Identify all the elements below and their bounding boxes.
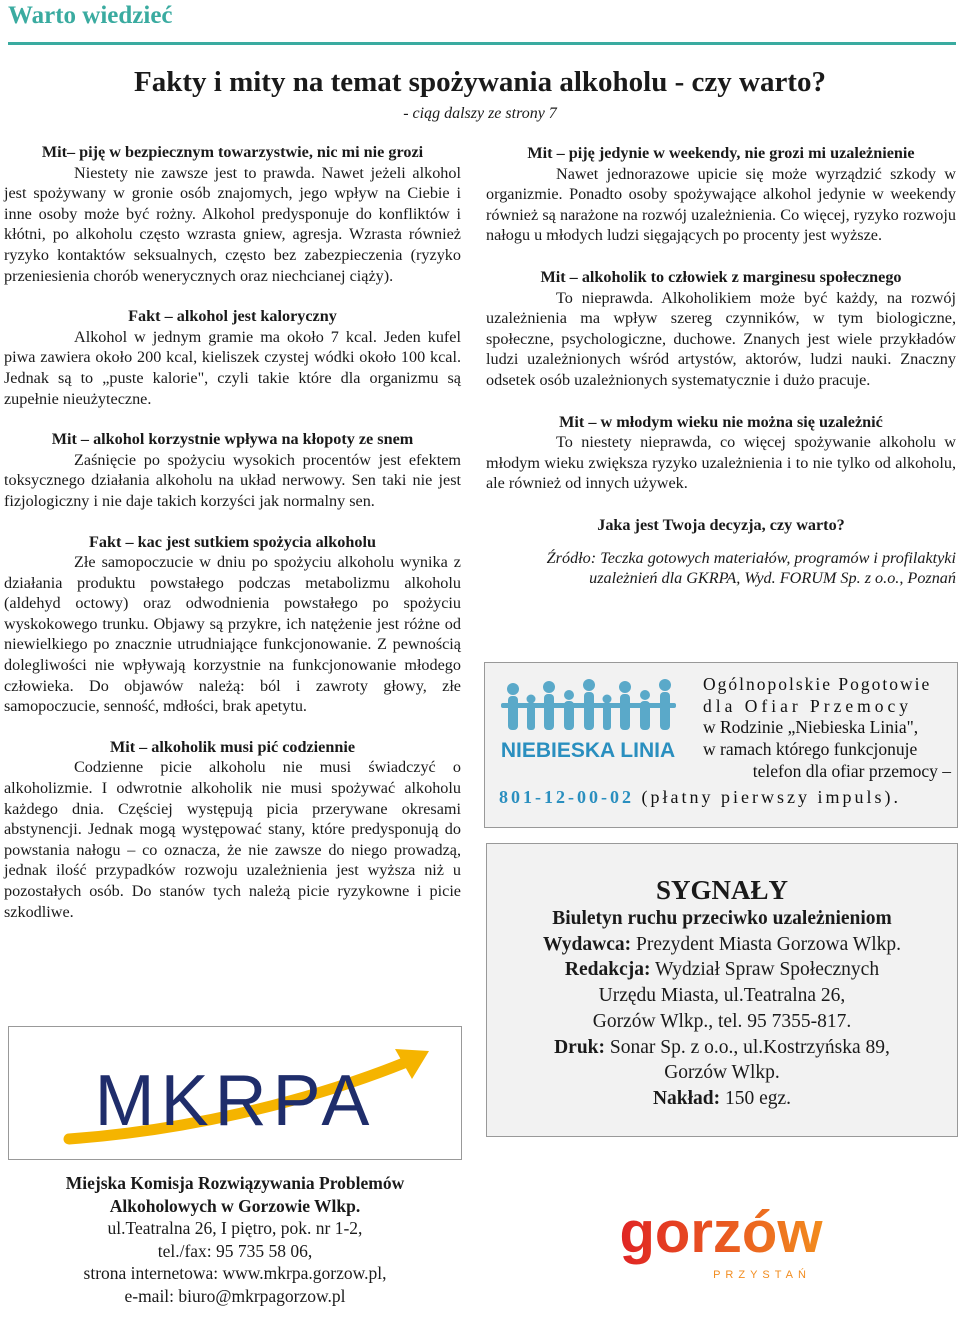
website: strona internetowa: www.mkrpa.gorzow.pl, [83, 1263, 387, 1283]
helpline-phone [499, 787, 949, 808]
line: Ogólnopolskie Pogotowie [703, 674, 932, 694]
line: dla Ofiar Przemocy [703, 695, 913, 716]
mkrpa-logo [9, 1027, 461, 1159]
section-text: To niestety nieprawda, co więcej spożywanie alkoholu w młodym wieku zwiększa ryzyko uzależnienia i to nie tylko od alkoholu, ale również od innych używek. [486, 433, 956, 493]
section-heading: Mit – alkohol korzystnie wpływa na kłopoty ze snem [51, 430, 414, 449]
logo-wordmark: MKRPA [94, 1061, 376, 1141]
section-text: Nawet jednorazowe upicie się może wyrządzić szkody w organizmie. Ponadto osoby spożywające alkohol jedynie w weekendy również są narażone na rozwój uzależnienia. Co więcej, ryzyko rozwoju nałogu u młodych ludzi sięgających po procenty jest wyższe. [486, 164, 956, 245]
publisher: Wydawca: Prezydent Miasta Gorzowa Wlkp. [543, 933, 901, 955]
print-run: Nakład: 150 egz. [652, 1087, 792, 1109]
phone-note: (płatny pierwszy impuls). [641, 787, 901, 807]
section-text: To nieprawda. Alkoholikiem może być każdy, na rozwój uzależnienia ma wpływ szereg czynników, w tym biologiczne, społeczne, psychologiczne, duchowe. Znanych jest wiele przykładów ludzi uzależnionych wśród artystów, aktorów, ludzi nauki. Znaczny odsetek osób uzależnionych systematycznie i dużo pracuje. [486, 288, 956, 389]
mkrpa-contact [20, 1172, 450, 1307]
section-text: Złe samopoczucie w dniu po spożyciu alkoholu wynika z działania produktu powstałego podczas metabolizmu alkoholu (aldehyd octowy) oraz odwodnienia powstałego po spożyciu wyskokowego trunku. Objawy są przykre, ich natężenie jest różne od niewielkiego po znacznie utrudniające funkcjonowanie. Z pewnością dolegliwości nie wpływają korzystnie na funkcjonowanie młodego człowieka. Do objawów należą: ból i zawroty głowy, złe samopoczucie, senność, mdłości, brak apetytu. [4, 553, 461, 716]
section-text: Zaśnięcie po spożyciu wysokich procentów jest efektem toksycznego działania alkoholu na układ nerwowy. Sen taki nie jest fizjologiczny i nie daje takich korzyści jak normalny sen. [4, 450, 461, 510]
imprint-content [487, 874, 957, 1112]
source-note: Źródło: Teczka gotowych materiałów, programów i profilaktyki uzależnień dla GKRPA, Wyd. FORUM Sp. z o.o., Poznań [546, 548, 956, 588]
right-column [486, 143, 956, 589]
article-section [4, 737, 461, 922]
section-text: Alkohol w jednym gramie ma około 7 kcal. Jeden kufel piwa zawiera około 200 kcal, kieliszek czystej wódki około 100 kcal. Jednak są to „puste kalorie", czyli takie które dla organizmu są zupełnie nieużyteczne. [4, 327, 461, 408]
continued-note: - ciąg dalszy ze strony 7 [403, 105, 557, 122]
editor: Redakcja: Wydział Spraw Społecznych [564, 959, 880, 981]
niebieska-linia-description [703, 674, 951, 783]
section-heading: Mit – piję jedynie w weekendy, nie grozi mi uzależnienie [527, 144, 915, 162]
niebieska-linia-logo [497, 675, 680, 763]
phone-number: 801-12-00-02 [499, 787, 634, 807]
article-section [486, 143, 956, 246]
header-divider [8, 42, 956, 45]
section-title: Warto wiedzieć [8, 2, 173, 29]
people-figures-icon [501, 679, 676, 730]
editor-contact: Gorzów Wlkp., tel. 95 7355-817. [592, 1010, 852, 1032]
article-section [4, 429, 461, 511]
section-heading: Mit – alkoholik to człowiek z marginesu społecznego [540, 267, 902, 286]
gorzow-przystan-logo [596, 1196, 846, 1284]
printer: Druk: Sonar Sp. z o.o., ul.Kostrzyńska 89, [554, 1036, 890, 1058]
address: ul.Teatralna 26, I piętro, pok. nr 1-2, [107, 1218, 363, 1238]
logo-wordmark: gorzów [619, 1200, 823, 1265]
phone: tel./fax: 95 735 58 06, [157, 1240, 313, 1261]
article-section [4, 532, 461, 717]
section-heading: Fakt – alkohol jest kaloryczny [128, 307, 337, 326]
org-name: Alkoholowych w Gorzowie Wlkp. [109, 1195, 361, 1216]
section-text: Niestety nie zawsze jest to prawda. Nawet jeżeli alkohol jest spożywany w gronie osób znajomych, jego wpływ na Ciebie i inne osoby może być rożny. Alkohol predysponuje do konfliktów i kłótni, po alkoholu często wzrasta gniew, agresja. Wzrasta również ryzyko kontaktów seksualnych, często bez zabezpieczenia (ryzyko przeniesienia chorób wenerycznych oraz niechcianej ciąży). [4, 163, 461, 285]
section-heading: Fakt – kac jest sutkiem spożycia alkoholu [89, 532, 376, 551]
article-section [486, 267, 956, 391]
bulletin-subtitle: Biuletyn ruchu przeciwko uzależnieniom [552, 908, 892, 929]
article-section [486, 412, 956, 494]
article-section [4, 306, 461, 409]
mkrpa-logo-box [8, 1026, 462, 1160]
section-text: Codzienne picie alkoholu nie musi świadczyć o alkoholizmie. I odwrotnie alkoholik nie musi spożywać alkoholu każdego dnia. Częściej występują picia przerywane okresami abstynencji. Jednak mogą występować stany, które predysponują do powstania nałogu – co oznacza, że nie zawsze do niego prowadzą, jednak ilość przypadków rozwoju uzależnienia jest wyższa niż u pozostałych osób. Do stanów tych należą picie ryzykowne i picie szkodliwe. [4, 758, 461, 921]
line: w ramach którego funkcjonuje [703, 739, 918, 760]
org-name: Miejska Komisja Rozwiązywania Problemów [65, 1173, 405, 1193]
decision-question: Jaka jest Twoja decyzja, czy warto? [597, 515, 845, 534]
section-heading: Mit – w młodym wieku nie można się uzależnić [559, 412, 883, 431]
article-title: Fakty i mity na temat spożywania alkoholu - czy warto? [134, 66, 826, 98]
article-section [4, 142, 461, 286]
bulletin-title: SYGNAŁY [655, 875, 789, 905]
section-heading: Mit– piję w bezpiecznym towarzystwie, nic mi nie grozi [41, 143, 424, 161]
email: e-mail: biuro@mkrpagorzow.pl [124, 1285, 346, 1306]
left-column [4, 142, 461, 922]
sygnaly-imprint-box [486, 843, 958, 1137]
line: telefon dla ofiar przemocy – [752, 760, 951, 781]
logo-tagline: PRZYSTAŃ [713, 1269, 811, 1281]
logo-wordmark: NIEBIESKA LINIA [500, 739, 676, 762]
niebieska-linia-box [484, 662, 958, 828]
printer-city: Gorzów Wlkp. [664, 1062, 780, 1084]
section-heading: Mit – alkoholik musi pić codziennie [109, 737, 356, 756]
line: w Rodzinie „Niebieska Linia", [703, 717, 919, 738]
editor-address: Urzędu Miasta, ul.Teatralna 26, [598, 985, 846, 1007]
